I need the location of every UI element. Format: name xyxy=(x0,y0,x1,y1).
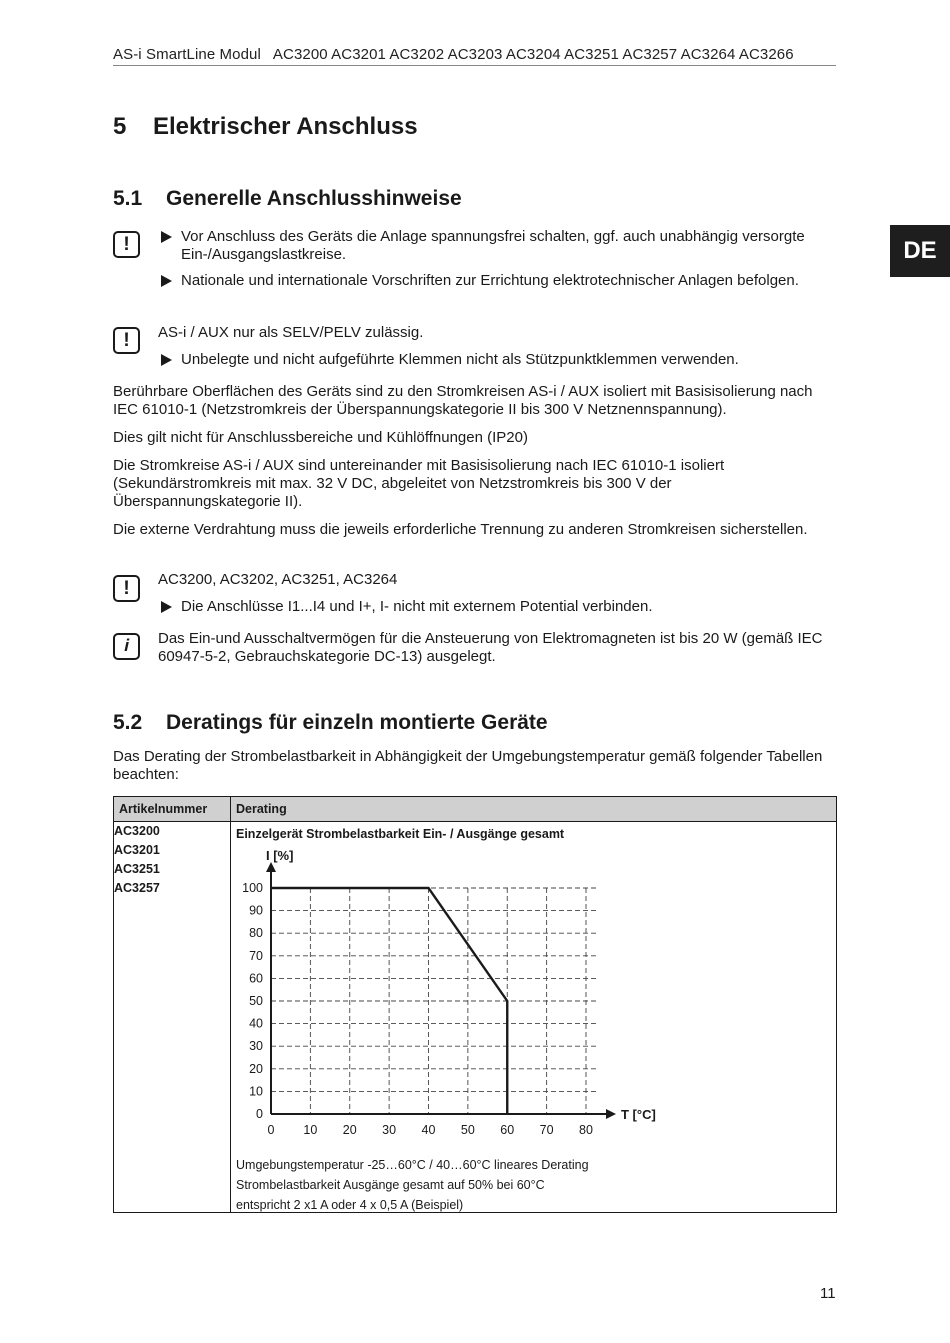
x-tick-label: 10 xyxy=(303,1123,318,1137)
paragraph-1: Berührbare Oberflächen des Geräts sind zu den Stromkreisen AS-i / AUX isoliert mit Basisisolierung nach IEC 61010-1 (Netzstromkreis der Überspannungskategorie II bis 300 V Netznennspannung). xyxy=(113,383,813,418)
section-heading-5-1 xyxy=(113,187,462,211)
section-heading-5-2 xyxy=(113,711,548,735)
chapter-number: 5 xyxy=(113,113,127,140)
info-icon: 𝒊 xyxy=(113,633,140,660)
article-number: AC3257 xyxy=(114,881,160,895)
y-tick-label: 50 xyxy=(249,994,263,1008)
note-4-text: Das Ein-und Ausschaltvermögen für die Ansteuerung von Elektromagneten ist bis 20 W (gemäß IEC 60947-5-2, Gebrauchskategorie DC-13) ausgelegt. xyxy=(158,630,823,665)
section-title: Generelle Anschlusshinweise xyxy=(166,187,462,210)
note-3 xyxy=(158,571,838,616)
page-number: 11 xyxy=(820,1285,836,1302)
note-2-bullet-1: Unbelegte und nicht aufgeführte Klemmen nicht als Stützpunktklemmen verwenden. xyxy=(158,351,838,369)
x-axis-arrow xyxy=(606,1109,616,1119)
y-tick-label: 70 xyxy=(249,948,263,963)
x-axis-label: T [°C] xyxy=(621,1107,656,1122)
paragraph-4: Die externe Verdrahtung muss die jeweils erforderliche Trennung zu anderen Stromkreisen sicherstellen. xyxy=(113,521,808,538)
note-3-text: AC3200, AC3202, AC3251, AC3264 xyxy=(158,571,398,588)
table-row xyxy=(114,822,837,1213)
note-4 xyxy=(158,630,838,666)
y-tick-label: 80 xyxy=(249,926,263,941)
x-tick-label: 40 xyxy=(421,1123,436,1137)
article-number: AC3251 xyxy=(114,862,160,876)
article-number: AC3200 xyxy=(114,824,160,838)
section-2-intro: Das Derating der Strombelastbarkeit in Abhängigkeit der Umgebungstemperatur gemäß folgender Tabellen beachten: xyxy=(113,748,823,783)
y-axis-arrow xyxy=(266,862,276,872)
warning-exclamation-icon: ! xyxy=(113,327,140,354)
y-tick-label: 20 xyxy=(249,1061,263,1076)
note-1 xyxy=(158,228,838,290)
page-header xyxy=(113,46,836,66)
section-title: Deratings für einzeln montierte Geräte xyxy=(166,711,548,734)
x-tick-label: 70 xyxy=(539,1123,554,1137)
chart-notes xyxy=(236,1155,589,1215)
x-tick-label: 60 xyxy=(500,1123,515,1137)
section-number: 5.1 xyxy=(113,187,143,210)
y-tick-label: 40 xyxy=(249,1016,263,1031)
warning-exclamation-icon: ! xyxy=(113,231,140,258)
x-tick-label: 80 xyxy=(579,1123,593,1137)
x-tick-label: 20 xyxy=(342,1123,357,1137)
column-header-article: Artikelnummer xyxy=(114,797,231,822)
y-tick-label: 30 xyxy=(249,1039,263,1054)
article-list xyxy=(114,822,231,1213)
article-number: AC3201 xyxy=(114,843,160,857)
y-tick-label: 60 xyxy=(249,971,263,986)
x-tick-label: 50 xyxy=(460,1123,475,1137)
y-tick-label: 100 xyxy=(242,881,263,895)
y-tick-label: 10 xyxy=(249,1084,263,1099)
paragraph-2: Dies gilt nicht für Anschlussbereiche und Kühlöffnungen (IP20) xyxy=(113,429,528,446)
note-1-bullet-2: Nationale und internationale Vorschriften zur Errichtung elektrotechnischer Anlagen befolgen. xyxy=(158,272,838,290)
y-axis-label: I [%] xyxy=(266,848,294,863)
header-product: AS-i SmartLine Modul xyxy=(113,46,261,63)
note-2-text: AS-i / AUX nur als SELV/PELV zulässig. xyxy=(158,324,424,341)
y-tick-label: 0 xyxy=(256,1107,263,1121)
warning-exclamation-icon: ! xyxy=(113,575,140,602)
language-tab: DE xyxy=(890,225,950,277)
chart-note-3: entspricht 2 x1 A oder 4 x 0,5 A (Beispiel) xyxy=(236,1198,464,1212)
chart-title: Einzelgerät Strombelastbarkeit Ein- / Ausgänge gesamt xyxy=(236,827,565,841)
section-number: 5.2 xyxy=(113,711,143,734)
derating-table xyxy=(113,796,837,1213)
chart-note-2: Strombelastbarkeit Ausgänge gesamt auf 50% bei 60°C xyxy=(236,1178,545,1192)
column-header-derating: Derating xyxy=(231,797,837,822)
chart-note-1: Umgebungstemperatur -25…60°C / 40…60°C lineares Derating xyxy=(236,1158,589,1172)
x-tick-label: 30 xyxy=(382,1123,397,1137)
paragraph-3: Die Stromkreise AS-i / AUX sind untereinander mit Basisisolierung nach IEC 61010-1 isoliert (Sekundärstromkreis mit max. 32 V DC, abgeleitet von Netzstromkreis bis 300 V der Überspannungskategorie II). xyxy=(113,457,725,510)
derating-chart xyxy=(231,848,731,1148)
chapter-title: Elektrischer Anschluss xyxy=(153,113,418,140)
note-1-bullet-1: Vor Anschluss des Geräts die Anlage spannungsfrei schalten, ggf. auch unabhängig versorgte Ein-/Ausgangslastkreise. xyxy=(158,228,838,264)
note-2 xyxy=(158,324,838,369)
header-models: AC3200 AC3201 AC3202 AC3203 AC3204 AC3251 AC3257 AC3264 AC3266 xyxy=(272,46,794,63)
y-tick-label: 90 xyxy=(249,903,263,918)
derating-cell xyxy=(231,822,837,1213)
note-3-bullet-1: Die Anschlüsse I1...I4 und I+, I- nicht mit externem Potential verbinden. xyxy=(158,598,838,616)
chapter-heading xyxy=(113,113,418,141)
x-tick-label: 0 xyxy=(267,1123,275,1137)
